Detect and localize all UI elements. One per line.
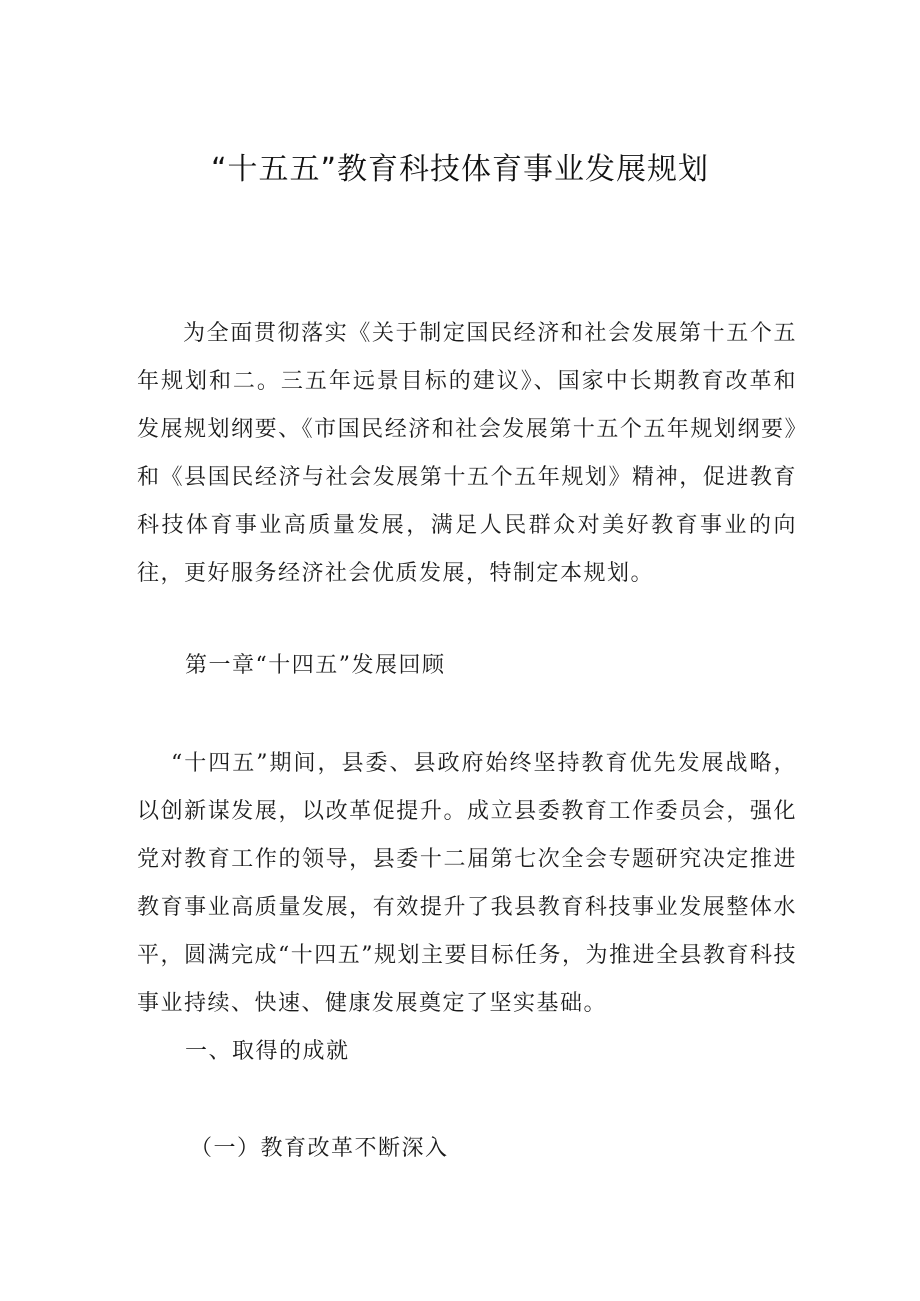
section-one-heading: 一、取得的成就 [185,1039,350,1064]
subsection-one-heading: （一）教育改革不断深入 [190,1136,449,1161]
document-title: “十五五”教育科技体育事业发展规划 [210,152,710,187]
chapter-one-paragraph: “十四五”期间，县委、县政府始终坚持教育优先发展战略，以创新谋发展，以改革促提升。成立县委教育工作委员会，强化党对教育工作的领导，县委十二届第七次全会专题研究决定推进教育事业高质量发展，有效提升了我县教育科技事业发展整体水平，圆满完成“十四五”规划主要目标任务，为推进全县教育科技事业持续、快速、健康发展奠定了坚实基础。 [137,751,797,1016]
intro-paragraph: 为全面贯彻落实《关于制定国民经济和社会发展第十五个五年规划和二。三五年远景目标的建议》、国家中长期教育改革和发展规划纲要、《市国民经济和社会发展第十五个五年规划纲要》和《县国民经济与社会发展第十五个五年规划》精神，促进教育科技体育事业高质量发展，满足人民群众对美好教育事业的向往，更好服务经济社会优质发展，特制定本规划。 [137,321,797,586]
chapter-one-heading: 第一章“十四五”发展回顾 [185,653,446,678]
